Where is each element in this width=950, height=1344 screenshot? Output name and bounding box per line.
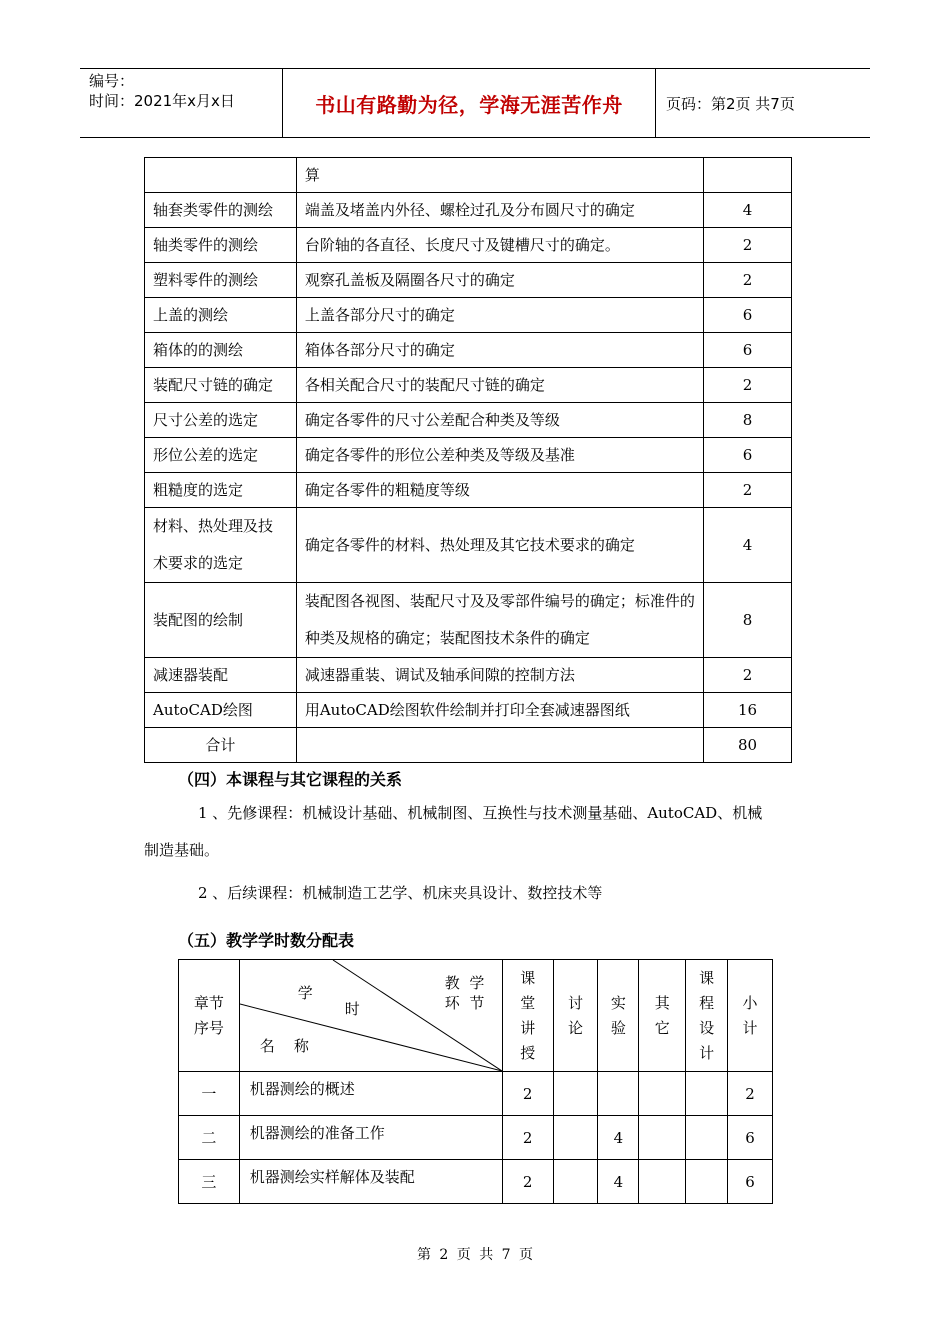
item-cell: 上盖的测绘 — [145, 298, 297, 333]
header-char: 程 — [699, 993, 715, 1012]
diag-label-link-2: 环 节 — [444, 994, 485, 1012]
content-cell: 箱体各部分尺寸的确定 — [296, 333, 703, 368]
name-cell: 机器测绘的概述 — [239, 1072, 502, 1116]
header-char: 讨 — [568, 993, 584, 1012]
content-cell: 各相关配合尺寸的装配尺寸链的确定 — [296, 368, 703, 403]
item-cell — [145, 158, 297, 193]
table-row — [145, 193, 792, 228]
total-row — [145, 728, 792, 763]
header-char: 课 — [520, 968, 536, 987]
item-cell: 装配尺寸链的确定 — [145, 368, 297, 403]
content-cell: 算 — [296, 158, 703, 193]
header-char: 小 — [742, 993, 758, 1012]
seq-cell: 二 — [179, 1116, 240, 1160]
experiment-header — [598, 960, 639, 1072]
header-motto: 书山有路勤为径，学海无涯苦作舟 — [282, 69, 656, 137]
section-5-title: （五）教学学时数分配表 — [178, 931, 355, 950]
content-cell: 上盖各部分尺寸的确定 — [296, 298, 703, 333]
design-cell — [686, 1160, 728, 1204]
content-cell: 确定各零件的粗糙度等级 — [296, 473, 703, 508]
header-char: 论 — [568, 1018, 584, 1037]
header-char: 实 — [610, 993, 626, 1012]
hours-cell: 2 — [704, 658, 792, 693]
table-row — [179, 1160, 773, 1204]
document-time-label: 时间：2021年x月x日 — [89, 92, 235, 110]
item-cell: 轴套类零件的测绘 — [145, 193, 297, 228]
hours-cell: 16 — [704, 693, 792, 728]
hours-distribution-table — [178, 959, 773, 1204]
subtotal-cell: 2 — [728, 1072, 773, 1116]
page-header — [80, 68, 870, 138]
table-row — [145, 658, 792, 693]
other-cell — [639, 1116, 686, 1160]
table-row — [145, 368, 792, 403]
discussion-cell — [553, 1116, 598, 1160]
content-cell: 减速器重装、调试及轴承间隙的控制方法 — [296, 658, 703, 693]
page-footer: 第 2 页 共 7 页 — [416, 1247, 534, 1263]
seq-cell: 三 — [179, 1160, 240, 1204]
name-cell: 机器测绘的准备工作 — [239, 1116, 502, 1160]
table-row — [145, 298, 792, 333]
subtotal-cell: 6 — [728, 1116, 773, 1160]
section-4-para-1-line-2: 制造基础。 — [144, 841, 220, 859]
seq-cell: 一 — [179, 1072, 240, 1116]
total-label: 合计 — [145, 728, 297, 763]
lecture-header — [502, 960, 553, 1072]
header-char: 课 — [699, 968, 715, 987]
hours-cell: 6 — [704, 298, 792, 333]
table-row — [145, 403, 792, 438]
design-cell — [686, 1072, 728, 1116]
table-header-row — [179, 960, 773, 1072]
table-row — [145, 508, 792, 583]
table-row — [145, 228, 792, 263]
table-row — [179, 1116, 773, 1160]
item-cell: 轴类零件的测绘 — [145, 228, 297, 263]
chapter-header-line: 序号 — [193, 1018, 224, 1037]
item-cell: 尺寸公差的选定 — [145, 403, 297, 438]
header-page-label: 页码：第2页 共7页 — [666, 94, 795, 113]
lecture-cell: 2 — [502, 1072, 553, 1116]
header-char: 授 — [520, 1043, 536, 1062]
item-cell: 塑料零件的测绘 — [145, 263, 297, 298]
section-4-title: （四）本课程与其它课程的关系 — [178, 770, 403, 789]
hours-cell: 4 — [704, 508, 792, 583]
diagonal-header-cell — [239, 960, 502, 1072]
other-header — [639, 960, 686, 1072]
discussion-header — [553, 960, 598, 1072]
table-row — [145, 693, 792, 728]
course-content-table — [144, 157, 792, 763]
hours-cell: 4 — [704, 193, 792, 228]
name-cell: 机器测绘实样解体及装配 — [239, 1160, 502, 1204]
header-char: 计 — [699, 1043, 715, 1062]
item-cell: 材料、热处理及技术要求的选定 — [145, 508, 297, 583]
header-char: 其 — [654, 993, 670, 1012]
course-design-header — [686, 960, 728, 1072]
section-4-para-1-line-1: 1 、先修课程：机械设计基础、机械制图、互换性与技术测量基础、AutoCAD、机械 — [198, 804, 763, 822]
hours-cell: 8 — [704, 583, 792, 658]
hours-cell: 2 — [704, 368, 792, 403]
experiment-cell — [598, 1072, 639, 1116]
content-cell: 确定各零件的材料、热处理及其它技术要求的确定 — [296, 508, 703, 583]
content-cell: 用AutoCAD绘图软件绘制并打印全套减速器图纸 — [296, 693, 703, 728]
table-row — [145, 438, 792, 473]
content-cell: 装配图各视图、装配尺寸及及零部件编号的确定；标准件的种类及规格的确定；装配图技术条件的确定 — [296, 583, 703, 658]
content-cell: 确定各零件的形位公差种类及等级及基准 — [296, 438, 703, 473]
chapter-header-line: 章节 — [193, 993, 224, 1012]
other-cell — [639, 1072, 686, 1116]
header-char: 验 — [610, 1018, 626, 1037]
lecture-cell: 2 — [502, 1116, 553, 1160]
design-cell — [686, 1116, 728, 1160]
diagonal-header — [240, 960, 502, 1071]
table-row — [145, 473, 792, 508]
diag-label-name: 名 称 — [259, 1037, 309, 1055]
hours-cell — [704, 158, 792, 193]
header-char: 它 — [654, 1018, 670, 1037]
lecture-cell: 2 — [502, 1160, 553, 1204]
subtotal-cell: 6 — [728, 1160, 773, 1204]
item-cell: AutoCAD绘图 — [145, 693, 297, 728]
item-cell: 减速器装配 — [145, 658, 297, 693]
table-row — [145, 333, 792, 368]
hours-cell: 6 — [704, 438, 792, 473]
discussion-cell — [553, 1160, 598, 1204]
content-cell: 端盖及堵盖内外径、螺栓过孔及分布圆尺寸的确定 — [296, 193, 703, 228]
content-cell: 确定各零件的尺寸公差配合种类及等级 — [296, 403, 703, 438]
header-left — [80, 69, 282, 137]
other-cell — [639, 1160, 686, 1204]
hours-cell: 2 — [704, 473, 792, 508]
content-cell: 台阶轴的各直径、长度尺寸及键槽尺寸的确定。 — [296, 228, 703, 263]
diag-label-xue: 学 — [297, 984, 313, 1002]
experiment-cell: 4 — [598, 1160, 639, 1204]
header-char: 设 — [699, 1018, 715, 1037]
hours-cell: 6 — [704, 333, 792, 368]
item-cell: 箱体的的测绘 — [145, 333, 297, 368]
document-number-label: 编号： — [89, 72, 135, 90]
discussion-cell — [553, 1072, 598, 1116]
section-4-para-2: 2 、后续课程：机械制造工艺学、机床夹具设计、数控技术等 — [198, 884, 603, 902]
header-char: 计 — [742, 1018, 758, 1037]
table-row — [145, 583, 792, 658]
hours-cell: 2 — [704, 228, 792, 263]
experiment-cell: 4 — [598, 1116, 639, 1160]
item-cell: 装配图的绘制 — [145, 583, 297, 658]
table-row — [145, 263, 792, 298]
chapter-seq-header — [179, 960, 240, 1072]
header-char: 讲 — [520, 1018, 536, 1037]
item-cell: 粗糙度的选定 — [145, 473, 297, 508]
subtotal-header — [728, 960, 773, 1072]
hours-cell: 8 — [704, 403, 792, 438]
total-value: 80 — [704, 728, 792, 763]
hours-cell: 2 — [704, 263, 792, 298]
header-char: 堂 — [520, 993, 536, 1012]
table-row — [145, 158, 792, 193]
diag-label-shi: 时 — [344, 1000, 360, 1018]
total-empty-cell — [296, 728, 703, 763]
table-row — [179, 1072, 773, 1116]
content-cell: 观察孔盖板及隔圈各尺寸的确定 — [296, 263, 703, 298]
diag-label-link-1: 教 学 — [444, 974, 485, 992]
item-cell: 形位公差的选定 — [145, 438, 297, 473]
